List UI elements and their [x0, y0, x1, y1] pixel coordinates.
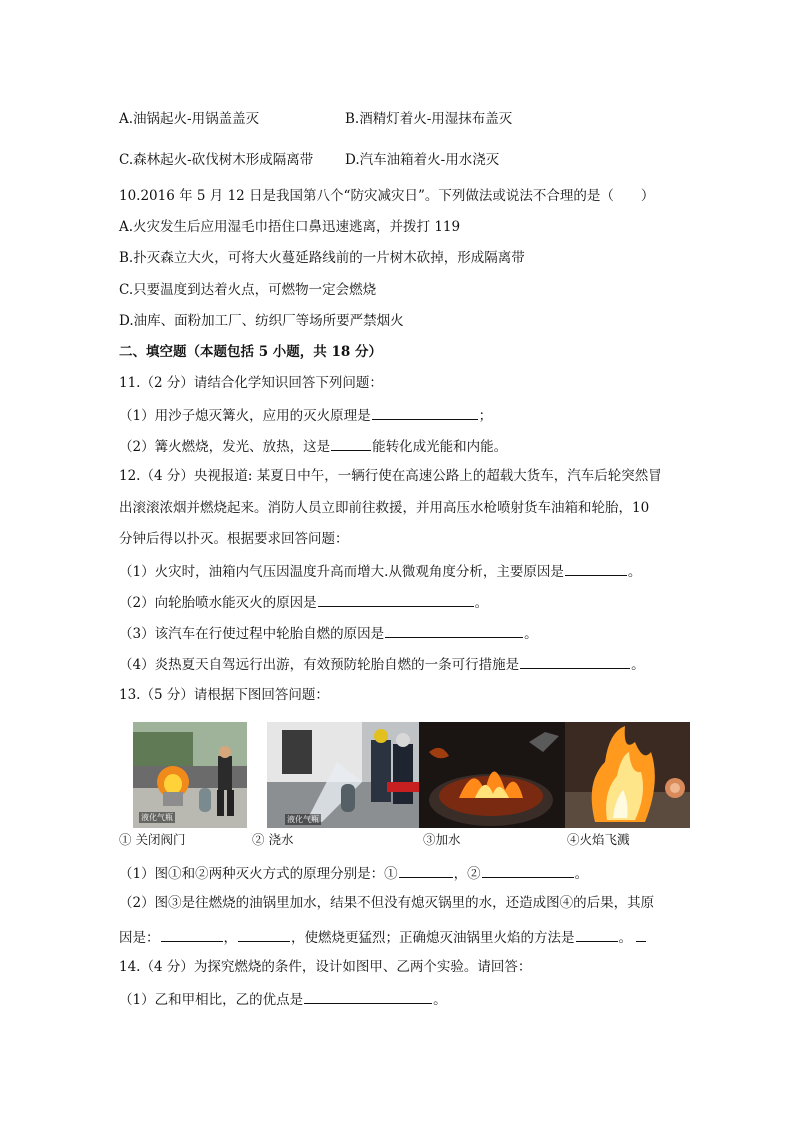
q9-option-c: C.森林起火-砍伐树木形成隔离带: [119, 152, 314, 168]
q14-part1: [119, 989, 447, 1009]
q11-part2: [119, 436, 507, 456]
q13-part2-middle: ，使燃烧更猛烈；正确熄灭油锅里火焰的方法是: [291, 930, 575, 946]
answer-blank[interactable]: [399, 863, 453, 878]
q12-part2-end: 。: [474, 595, 489, 611]
answer-blank[interactable]: [576, 927, 618, 942]
q12-part2-text: （2）向轮胎喷水能灭火的原因是: [119, 595, 317, 611]
q12-part3-text: （3）该汽车在行使过程中轮胎自燃的原因是: [119, 626, 385, 642]
q9-option-a: A.油锅起火-用锅盖盖灭: [119, 111, 260, 127]
q13-part1: [119, 863, 588, 883]
q13-part2-end: 。: [618, 930, 632, 946]
photo-pouring-water: [267, 722, 419, 828]
q12-stem-line1: 12.（4 分）央视报道: 某夏日中午，一辆行使在高速公路上的超载大货车，汽车后轮突然冒: [119, 468, 662, 484]
q14-stem: 14.（4 分）为探究燃烧的条件，设计如图甲、乙两个实验。请回答：: [119, 959, 532, 975]
answer-blank[interactable]: [482, 863, 574, 878]
q9-option-d: D.汽车油箱着火-用水浇灭: [345, 152, 500, 168]
answer-blank[interactable]: [565, 561, 627, 576]
q11-part2-text: （2）篝火燃烧，发光、放热，这是: [119, 439, 331, 455]
caption-1: ① 关闭阀门: [119, 832, 186, 847]
q13-part2-line1: （2）图③是往燃烧的油锅里加水，结果不但没有熄灭锅里的水，还造成图④的后果，其原: [119, 895, 655, 911]
q13-part2-text: 因是：: [119, 930, 160, 946]
answer-blank[interactable]: [372, 405, 478, 420]
caption-2: ② 浇水: [252, 832, 294, 847]
q10-option-b: B.扑灭森立大火，可将大火蔓延路线前的一片树木砍掉，形成隔离带: [119, 250, 525, 266]
q14-part1-end: 。: [433, 992, 447, 1008]
q12-part2: [119, 592, 488, 612]
photo-pouring-water-image: [267, 722, 419, 828]
q12-part1-end: 。: [627, 564, 642, 580]
q12-part3: [119, 623, 538, 643]
answer-blank[interactable]: [238, 927, 290, 942]
q12-stem-line3: 分钟后得以扑灭。根据要求回答问题：: [119, 531, 349, 547]
q11-stem: 11.（2 分）请结合化学知识回答下列问题：: [119, 375, 383, 391]
q13-part1-text: （1）图①和②两种灭火方式的原理分别是：①: [119, 866, 398, 882]
q12-part4-text: （4）炎热夏天自驾远行出游，有效预防轮胎自燃的一条可行措施是: [119, 657, 520, 673]
q14-part1-text: （1）乙和甲相比，乙的优点是: [119, 992, 304, 1008]
q12-part1-text: （1）火灾时，油箱内气压因温度升高而增大.从微观角度分析，主要原因是: [119, 564, 564, 580]
q9-option-b: B.酒精灯着火-用湿抹布盖灭: [345, 111, 513, 127]
photo-label-tag: 液化气瓶: [141, 813, 173, 822]
q13-part2-sep: ，: [223, 930, 237, 946]
q11-part1: [119, 405, 492, 425]
photo-flame-splash-image: [565, 722, 690, 828]
answer-blank[interactable]: [304, 989, 432, 1004]
section-heading: 二、填空题（本题包括 5 小题，共 18 分）: [119, 344, 382, 360]
photo-oil-pan-fire: [419, 722, 565, 828]
caption-3: ③加水: [423, 832, 461, 847]
q10-stem: 10.2016 年 5 月 12 日是我国第八个“防灾减灾日”。下列做法或说法不合理的是（ ）: [119, 188, 655, 204]
q13-part2-line2: [119, 927, 647, 947]
q13-part1-sep: ，②: [453, 866, 481, 882]
answer-blank[interactable]: [520, 654, 630, 669]
photo-flame-splash: [565, 722, 690, 828]
answer-blank[interactable]: [385, 623, 523, 638]
q13-stem: 13.（5 分）请根据下图回答问题：: [119, 687, 329, 703]
q12-part3-end: 。: [524, 626, 538, 642]
caption-4: ④火焰飞溅: [567, 832, 630, 847]
q10-option-c: C.只要温度到达着火点，可燃物一定会燃烧: [119, 282, 377, 298]
answer-blank[interactable]: [331, 436, 371, 451]
photo-oil-pan-fire-image: [419, 722, 565, 828]
q10-option-a: A.火灾发生后应用湿毛巾捂住口鼻迅速逃离，并拨打 119: [119, 219, 461, 235]
q11-part1-text: （1）用沙子熄灭篝火，应用的灭火原理是: [119, 408, 371, 424]
photo-label-tag: 液化气瓶: [287, 815, 319, 824]
q12-part4-end: 。: [631, 657, 645, 673]
q11-part1-end: ；: [478, 408, 493, 424]
q12-part1: [119, 561, 641, 581]
q12-part4: [119, 654, 645, 674]
answer-blank[interactable]: [636, 927, 646, 942]
q10-option-d: D.油库、面粉加工厂、纺织厂等场所要严禁烟火: [119, 313, 404, 329]
q11-part2-end: 能转化成光能和内能。: [372, 439, 508, 455]
q12-stem-line2: 出滚滚浓烟并燃烧起来。消防人员立即前往救援，并用高压水枪喷射货车油箱和轮胎，10: [119, 500, 650, 516]
answer-blank[interactable]: [318, 592, 474, 607]
photo-closing-valve: [133, 722, 247, 828]
q13-figure: [133, 722, 690, 828]
answer-blank[interactable]: [161, 927, 223, 942]
q13-part1-end: 。: [574, 866, 589, 882]
